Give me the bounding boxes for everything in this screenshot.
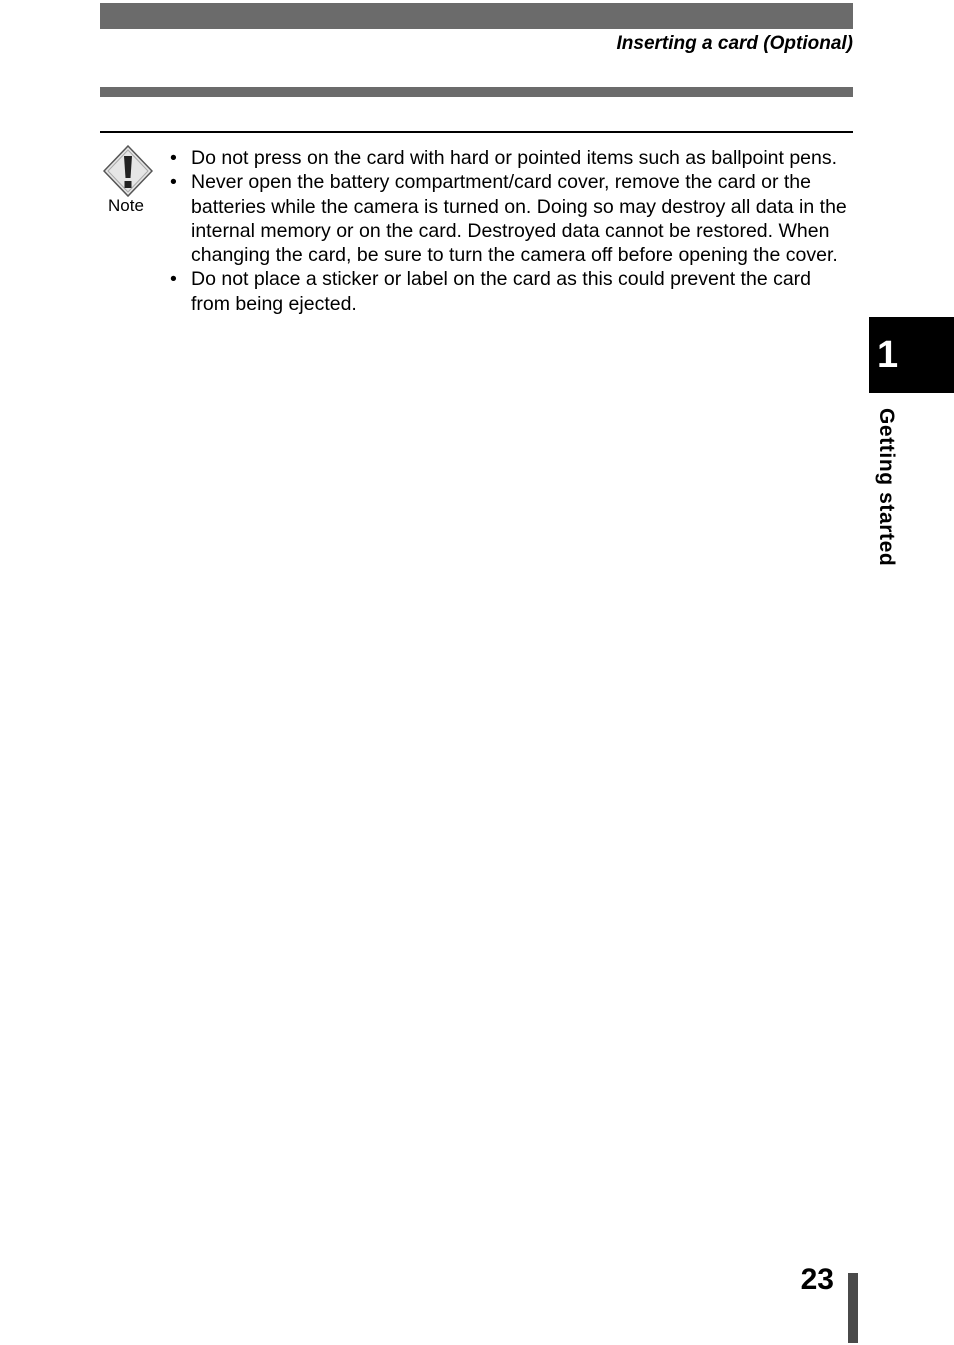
header-bar (100, 3, 853, 29)
page-number: 23 (800, 1263, 834, 1296)
header-divider-bar (100, 87, 853, 97)
list-item: • Do not place a sticker or label on the card as this could prevent the card from being ejected. (170, 267, 852, 316)
chapter-tab: 1 (869, 317, 954, 393)
note-list (170, 146, 852, 316)
list-item: • Never open the battery compartment/card cover, remove the card or the batteries while the camera is turned on. Doing so may destroy all data in the internal memory or on the card. Destroyed data cannot be restored. When changing the card, be sure to turn the camera off before opening the cover. (170, 170, 852, 267)
note-label: Note (108, 196, 144, 215)
note-divider (100, 131, 853, 133)
warning-exclamation-icon (103, 145, 153, 199)
page-number-bar (848, 1273, 858, 1343)
chapter-label: Getting started (875, 408, 898, 567)
section-title: Inserting a card (Optional) (616, 33, 853, 54)
list-item: • Do not press on the card with hard or pointed items such as ballpoint pens. (170, 146, 852, 170)
